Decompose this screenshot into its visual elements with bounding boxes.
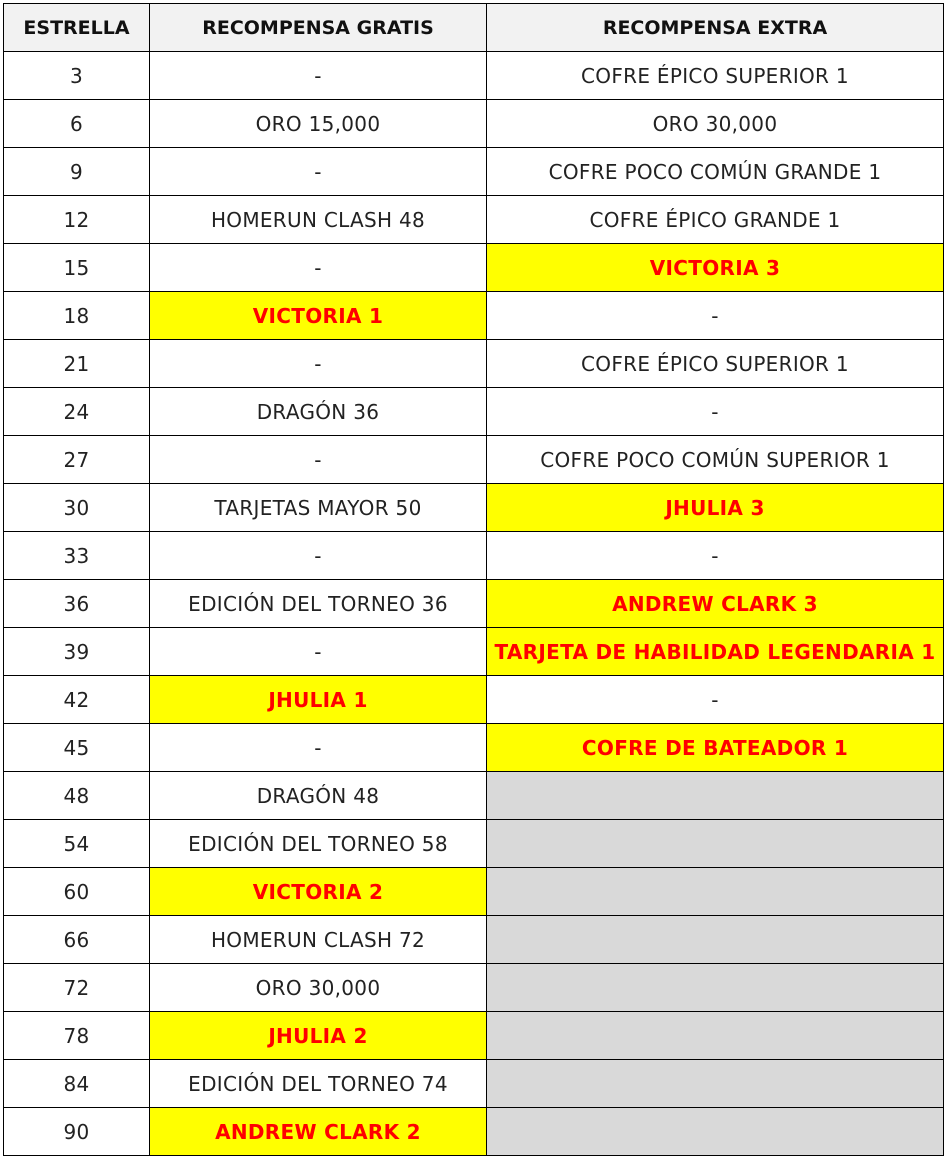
free-reward-cell: TARJETAS MAYOR 50 [150, 484, 487, 532]
free-reward-cell: HOMERUN CLASH 72 [150, 916, 487, 964]
extra-reward-cell-unavailable [487, 772, 944, 820]
star-cell: 78 [4, 1012, 150, 1060]
free-reward-cell: - [150, 436, 487, 484]
free-reward-cell: - [150, 148, 487, 196]
extra-reward-cell: COFRE ÉPICO SUPERIOR 1 [487, 52, 944, 100]
star-cell: 24 [4, 388, 150, 436]
table-row [4, 772, 944, 820]
star-cell: 12 [4, 196, 150, 244]
free-reward-cell: ANDREW CLARK 2 [150, 1108, 487, 1156]
star-cell: 54 [4, 820, 150, 868]
header-star: ESTRELLA [4, 4, 150, 52]
star-cell: 84 [4, 1060, 150, 1108]
extra-reward-cell-unavailable [487, 1060, 944, 1108]
free-reward-cell: EDICIÓN DEL TORNEO 74 [150, 1060, 487, 1108]
table-row [4, 676, 944, 724]
extra-reward-cell-unavailable [487, 1012, 944, 1060]
free-reward-cell: ORO 15,000 [150, 100, 487, 148]
table-row [4, 580, 944, 628]
table-row [4, 244, 944, 292]
free-reward-cell: VICTORIA 1 [150, 292, 487, 340]
extra-reward-cell: ANDREW CLARK 3 [487, 580, 944, 628]
extra-reward-cell: COFRE DE BATEADOR 1 [487, 724, 944, 772]
extra-reward-cell-unavailable [487, 1108, 944, 1156]
star-cell: 18 [4, 292, 150, 340]
free-reward-cell: - [150, 532, 487, 580]
star-cell: 36 [4, 580, 150, 628]
star-cell: 30 [4, 484, 150, 532]
star-cell: 45 [4, 724, 150, 772]
free-reward-cell: - [150, 724, 487, 772]
table-row [4, 484, 944, 532]
star-cell: 3 [4, 52, 150, 100]
table-row [4, 820, 944, 868]
extra-reward-cell-unavailable [487, 916, 944, 964]
table-row [4, 148, 944, 196]
table-row [4, 52, 944, 100]
extra-reward-cell: - [487, 676, 944, 724]
star-cell: 27 [4, 436, 150, 484]
extra-reward-cell: COFRE ÉPICO SUPERIOR 1 [487, 340, 944, 388]
free-reward-cell: - [150, 628, 487, 676]
table-row [4, 628, 944, 676]
extra-reward-cell: TARJETA DE HABILIDAD LEGENDARIA 1 [487, 628, 944, 676]
extra-reward-cell: JHULIA 3 [487, 484, 944, 532]
free-reward-cell: JHULIA 2 [150, 1012, 487, 1060]
star-cell: 72 [4, 964, 150, 1012]
star-cell: 48 [4, 772, 150, 820]
free-reward-cell: DRAGÓN 48 [150, 772, 487, 820]
table-row [4, 196, 944, 244]
table-row [4, 1060, 944, 1108]
table-row [4, 340, 944, 388]
extra-reward-cell: - [487, 388, 944, 436]
star-cell: 6 [4, 100, 150, 148]
star-cell: 90 [4, 1108, 150, 1156]
header-extra-reward: RECOMPENSA EXTRA [487, 4, 944, 52]
star-cell: 66 [4, 916, 150, 964]
extra-reward-cell: - [487, 292, 944, 340]
table-row [4, 100, 944, 148]
free-reward-cell: ORO 30,000 [150, 964, 487, 1012]
free-reward-cell: - [150, 340, 487, 388]
extra-reward-cell: COFRE POCO COMÚN GRANDE 1 [487, 148, 944, 196]
star-cell: 60 [4, 868, 150, 916]
extra-reward-cell-unavailable [487, 820, 944, 868]
free-reward-cell: JHULIA 1 [150, 676, 487, 724]
free-reward-cell: - [150, 52, 487, 100]
table-row [4, 916, 944, 964]
extra-reward-cell: COFRE POCO COMÚN SUPERIOR 1 [487, 436, 944, 484]
star-cell: 33 [4, 532, 150, 580]
header-free-reward: RECOMPENSA GRATIS [150, 4, 487, 52]
star-cell: 9 [4, 148, 150, 196]
star-cell: 39 [4, 628, 150, 676]
free-reward-cell: EDICIÓN DEL TORNEO 36 [150, 580, 487, 628]
free-reward-cell: HOMERUN CLASH 48 [150, 196, 487, 244]
table-header [4, 4, 944, 52]
header-row [4, 4, 944, 52]
free-reward-cell: VICTORIA 2 [150, 868, 487, 916]
extra-reward-cell: ORO 30,000 [487, 100, 944, 148]
extra-reward-cell: VICTORIA 3 [487, 244, 944, 292]
extra-reward-cell: - [487, 532, 944, 580]
star-cell: 21 [4, 340, 150, 388]
table-row [4, 532, 944, 580]
extra-reward-cell-unavailable [487, 964, 944, 1012]
table-row [4, 868, 944, 916]
table-row [4, 964, 944, 1012]
table-row [4, 436, 944, 484]
table-row [4, 292, 944, 340]
table-row [4, 1012, 944, 1060]
extra-reward-cell-unavailable [487, 868, 944, 916]
free-reward-cell: - [150, 244, 487, 292]
rewards-table [3, 3, 944, 1156]
extra-reward-cell: COFRE ÉPICO GRANDE 1 [487, 196, 944, 244]
table-body [4, 52, 944, 1156]
table-row [4, 724, 944, 772]
star-cell: 15 [4, 244, 150, 292]
star-cell: 42 [4, 676, 150, 724]
table-row [4, 388, 944, 436]
free-reward-cell: EDICIÓN DEL TORNEO 58 [150, 820, 487, 868]
free-reward-cell: DRAGÓN 36 [150, 388, 487, 436]
table-row [4, 1108, 944, 1156]
